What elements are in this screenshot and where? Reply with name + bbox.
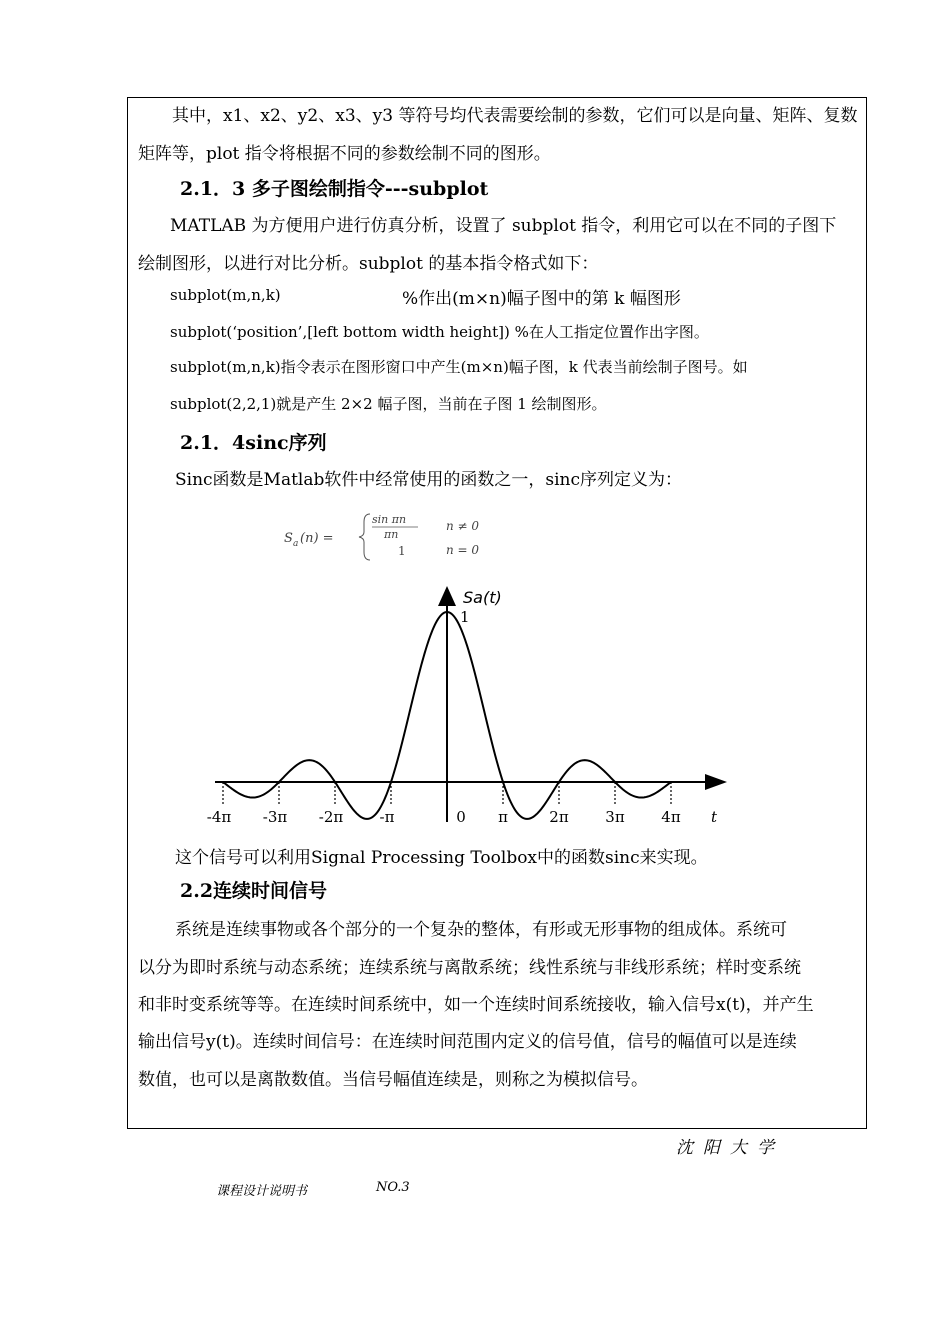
y-axis-arrow [438, 586, 456, 606]
peak-label: 1 [460, 608, 470, 626]
paragraph-plot-params-line2: 矩阵等，plot 指令将根据不同的参数绘制不同的图形。 [138, 144, 551, 164]
paragraph-sinc-intro: Sinc函数是Matlab软件中经常使用的函数之一，sinc序列定义为： [175, 470, 683, 490]
tick-label: 3π [605, 808, 625, 826]
paragraph-system-line2: 以分为即时系统与动态系统；连续系统与离散系统；线性系统与非线形系统；样时变系统 [138, 958, 801, 978]
formula-case2-value: 1 [398, 544, 406, 558]
tick-label: 0 [456, 808, 466, 826]
formula-arg: (n) = [300, 531, 334, 546]
tick-label: -4π [206, 808, 232, 826]
footer-doc-title: 课程设计说明书 [216, 1184, 308, 1199]
paragraph-system-line1: 系统是连续事物或各个部分的一个复杂的整体，有形或无形事物的组成体。系统可 [175, 920, 787, 940]
footer-school-name: 沈阳大学 [676, 1138, 784, 1158]
y-axis-label: Sa(t) [463, 588, 502, 607]
formula-case2-condition: n = 0 [446, 543, 480, 557]
code-subplot-mnk: subplot(m,n,k) [170, 286, 281, 304]
tick-label: 2π [549, 808, 569, 826]
formula-case1-condition: n ≠ 0 [446, 519, 480, 533]
paragraph-sinc-toolbox: 这个信号可以利用Signal Processing Toolbox中的函数sinc来实现。 [175, 848, 708, 868]
code-subplot-mnk-comment: %作出(m×n)幅子图中的第 k 幅图形 [402, 289, 681, 309]
formula-lhs: S [284, 531, 293, 546]
paragraph-system-line3: 和非时变系统等等。在连续时间系统中，如一个连续时间系统接收，输入信号x(t)，并产生 [138, 995, 814, 1015]
sinc-chart [205, 580, 730, 832]
tick-label: π [498, 808, 508, 826]
code-subplot-example: subplot(2,2,1)就是产生 2×2 幅子图，当前在子图 1 绘制图形。 [170, 395, 607, 413]
x-axis-label: t [711, 808, 718, 826]
tick-label: -π [379, 808, 395, 826]
sinc-formula [280, 508, 510, 564]
tick-label: -3π [262, 808, 288, 826]
paragraph-subplot-line1: MATLAB 为方便用户进行仿真分析，设置了 subplot 指令，利用它可以在不同的子图下 [170, 216, 837, 236]
paragraph-subplot-line2: 绘制图形，以进行对比分析。subplot 的基本指令格式如下： [138, 254, 599, 274]
tick-label: -2π [318, 808, 344, 826]
x-axis-arrow [705, 774, 727, 790]
code-subplot-explain: subplot(m,n,k)指令表示在图形窗口中产生(m×n)幅子图，k 代表当前绘制子图号。如 [170, 358, 748, 376]
formula-case1-numerator: sin πn [372, 513, 407, 526]
section-heading-continuous: 2.2连续时间信号 [180, 880, 328, 902]
paragraph-plot-params-line1: 其中，x1、x2、y2、x3、y3 等符号均代表需要绘制的参数，它们可以是向量、矩阵、复数 [172, 106, 858, 126]
formula-subscript: a [293, 539, 299, 549]
section-heading-sinc: 2.1．4sinc序列 [180, 432, 327, 454]
section-heading-subplot: 2.1．3 多子图绘制指令---subplot [180, 178, 489, 200]
formula-case1-denominator: πn [384, 528, 399, 541]
tick-label: 4π [661, 808, 681, 826]
tick-labels [207, 808, 681, 826]
paragraph-system-line5: 数值，也可以是离散数值。当信号幅值连续是，则称之为模拟信号。 [138, 1070, 648, 1090]
footer-page-number: NO.3 [376, 1180, 410, 1195]
paragraph-system-line4: 输出信号y(t)。连续时间信号：在连续时间范围内定义的信号值，信号的幅值可以是连续 [138, 1032, 797, 1052]
code-subplot-position: subplot(‘position’,[left bottom width height]) %在人工指定位置作出字图。 [170, 323, 709, 341]
formula-brace [359, 514, 370, 560]
